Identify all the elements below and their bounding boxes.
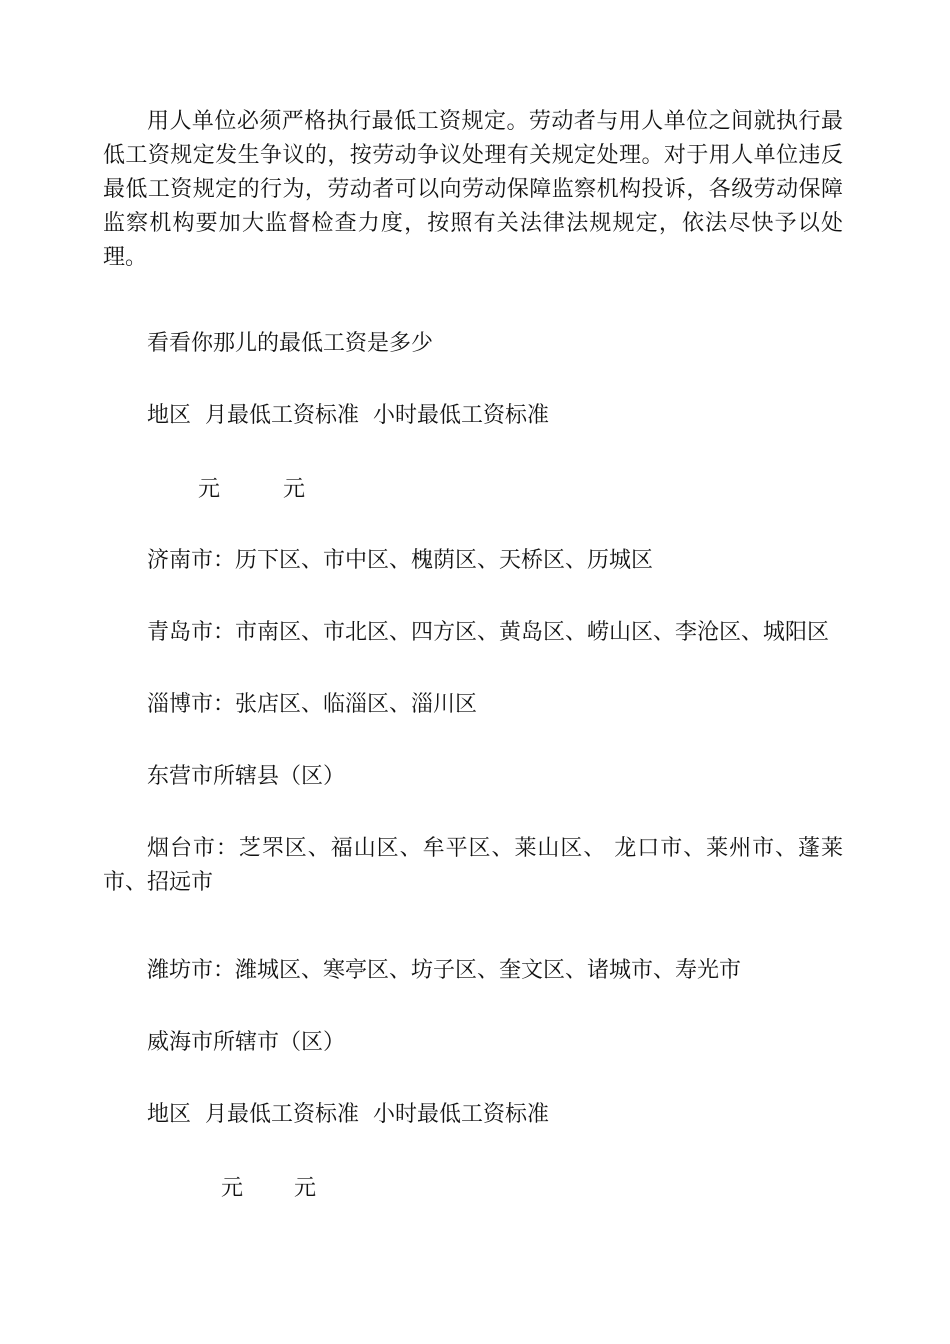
region-weifang: 潍坊市：潍城区、寒亭区、坊子区、奎文区、诸城市、寿光市 — [147, 958, 742, 983]
table-header-2 — [147, 1098, 549, 1132]
col-region: 地区 — [147, 1102, 192, 1127]
unit-monthly-1: 元 — [198, 477, 221, 502]
unit-hourly-2: 元 — [294, 1176, 317, 1201]
region-dongying: 东营市所辖县（区） — [147, 764, 346, 789]
region-jinan: 济南市：历下区、市中区、槐荫区、天桥区、历城区 — [147, 548, 654, 573]
col-hourly: 小时最低工资标准 — [373, 1102, 550, 1127]
region-zibo: 淄博市：张店区、临淄区、淄川区 — [147, 692, 478, 717]
intro-paragraph: 用人单位必须严格执行最低工资规定。劳动者与用人单位之间就执行最低工资规定发生争议的，按劳动争议处理有关规定处理。对于用人单位违反最低工资规定的行为，劳动者可以向劳动保障监察机构投诉，各级劳动保障监察机构要加大监督检查力度，按照有关法律法规规定，依法尽快予以处理。 — [103, 109, 843, 270]
table-header-1 — [147, 399, 549, 433]
region-yantai: 烟台市：芝罘区、福山区、牟平区、莱山区、 龙口市、莱州市、蓬莱市、招远市 — [103, 836, 843, 895]
section-heading: 看看你那儿的最低工资是多少 — [147, 331, 434, 356]
unit-hourly-1: 元 — [283, 477, 306, 502]
region-weihai: 威海市所辖市（区） — [147, 1030, 346, 1055]
region-qingdao: 青岛市：市南区、市北区、四方区、黄岛区、崂山区、李沧区、城阳区 — [147, 620, 830, 645]
col-monthly: 月最低工资标准 — [205, 1102, 360, 1127]
col-region: 地区 — [147, 403, 192, 428]
unit-monthly-2: 元 — [221, 1176, 244, 1201]
col-hourly: 小时最低工资标准 — [373, 403, 550, 428]
col-monthly: 月最低工资标准 — [205, 403, 360, 428]
